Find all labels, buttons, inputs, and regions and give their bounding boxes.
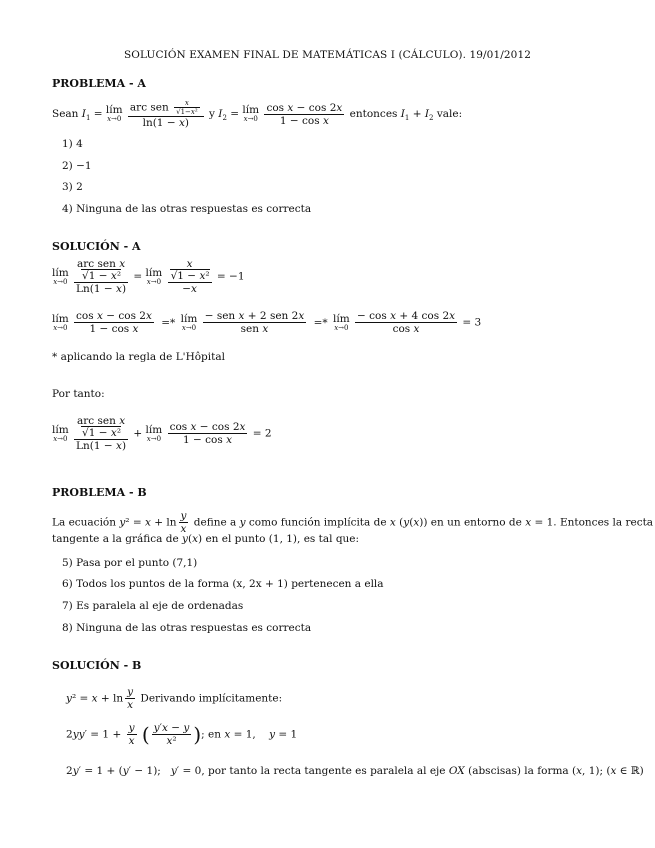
option-1: 1) 4 — [62, 138, 83, 150]
text1c: como función implícita de — [248, 516, 387, 529]
vale-text: vale: — [436, 108, 463, 120]
abscisas-text: (abscisas) la forma — [468, 765, 569, 777]
entonces-text: entonces — [349, 108, 398, 120]
solucion-a-eq2: lím x→0 $\frac{\text{cos x − cos 2x}}{\text{1 − cos x}}$ =* lím x→0 $\frac{\text{− sen x + 2 sen 2x}}{\text{sen x}}$ =* lím x→0 $\frac{\text{− cos x + 4 cos 2x}}{\text{cos x}}$ = 3 — [52, 310, 482, 335]
problema-b-line2: tangente a la gráfica de y(x) en el punto (1, 1), es tal que: — [52, 533, 360, 545]
option-5: 5) Pasa por el punto (7,1) — [62, 557, 198, 569]
y-text: y — [209, 108, 215, 120]
sean-text: Sean — [52, 108, 79, 120]
line3-text: , por tanto la recta tangente es paralela al eje — [201, 765, 446, 777]
text1e: Entonces la recta — [559, 516, 654, 529]
problema-b-heading: PROBLEMA - B — [52, 486, 147, 499]
solucion-b-eq3: 2y′ = 1 + (y′ − 1); y′ = 0, por tanto la recta tangente es paralela al eje OX (abscisas) la forma (x, 1); (x ∈ ℝ) — [66, 765, 644, 777]
text2a: tangente a la gráfica de — [52, 533, 179, 545]
solucion-a-eq1: lím x→0 arc sen x √1 − x² Ln(1 − x) = lím x→0 x √1 − x² −x = −1 — [52, 258, 245, 295]
lhopital-note: * aplicando la regla de L'Hôpital — [52, 351, 225, 363]
por-tanto: Por tanto: — [52, 388, 105, 400]
text1a: La ecuación — [52, 516, 117, 529]
option-7: 7) Es paralela al eje de ordenadas — [62, 600, 244, 612]
option-6: 6) Todos los puntos de la forma (x, 2x + 1) pertenecen a ella — [62, 578, 384, 590]
text1d: en un entorno de — [430, 516, 522, 529]
text2b: en el punto — [205, 533, 266, 545]
text1b: define a — [193, 516, 237, 529]
option-8: 8) Ninguna de las otras respuestas es correcta — [62, 622, 312, 634]
solucion-b-heading: SOLUCIÓN - B — [52, 659, 142, 672]
page-title: SOLUCIÓN EXAMEN FINAL DE MATEMÁTICAS I (CÁLCULO). 19/01/2012 — [124, 49, 531, 61]
solucion-b-eq2: 2yy′ = 1 + $\frac{y}{x}$ ( $\frac{y'x - y}{\text{x²}}$ ); en x = 1, y = 1 — [66, 722, 298, 747]
en-text: ; en — [201, 728, 222, 741]
problema-a-heading: PROBLEMA - A — [52, 77, 146, 90]
option-4: 4) Ninguna de las otras respuestas es correcta — [62, 203, 312, 215]
solucion-b-eq1: y² = x + ln $\frac{y}{x}$ Derivando implícitamente: — [66, 686, 283, 711]
option-2: 2) −1 — [62, 160, 92, 172]
problema-b-line1: La ecuación y² = x + ln $\frac{y}{x}$ define a y como función implícita de x (y(x)) en un entorno de x = 1. Entonces la recta — [52, 510, 654, 535]
solucion-a-eq3: lím x→0 arc sen x √1 − x² Ln(1 − x) + lím x→0 $\frac{\text{cos x − cos 2x}}{\text{1 − cos x}}$ = 2 — [52, 415, 272, 452]
problema-a-statement: Sean $I_1$ = lím x→0 arc sen $\frac{x}{\text{√1−x²}}$ ln(1 − x) y $I_2$ = lím x→0 $\frac{\text{cos x − cos 2x}}{\text{1 − cos x}}$ entonces $I_1 + I_2$ vale: — [52, 99, 463, 129]
solucion-a-heading: SOLUCIÓN - A — [52, 240, 141, 253]
option-3: 3) 2 — [62, 181, 83, 193]
text2c: , es tal que: — [297, 533, 360, 545]
derivando-text: Derivando implícitamente: — [140, 692, 283, 705]
